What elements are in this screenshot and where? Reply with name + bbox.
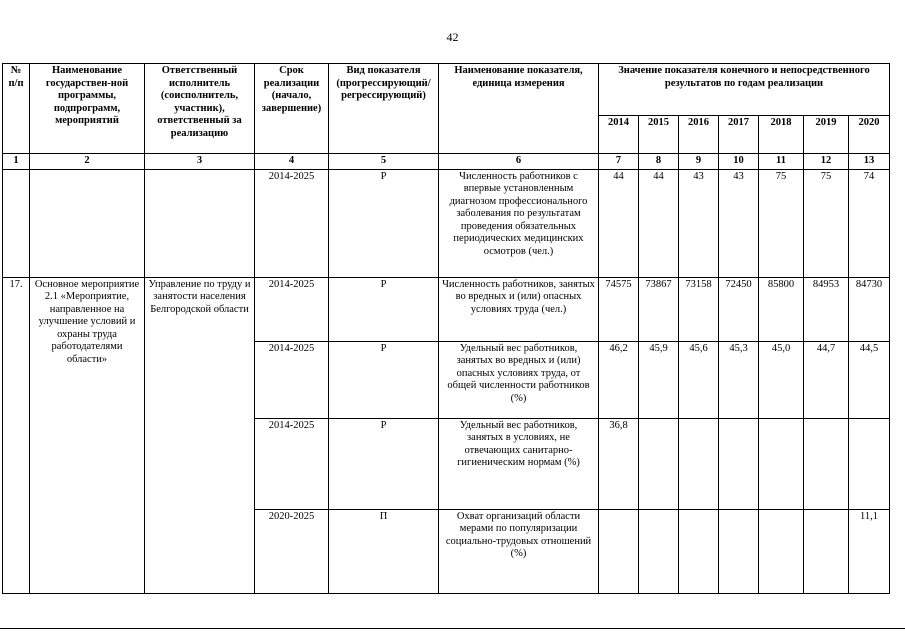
- value-cell: [759, 509, 804, 593]
- responsible-cell: Управление по труду и занятости населения Белгородской области: [145, 277, 255, 593]
- value-cell: [719, 418, 759, 509]
- value-cell: 46,2: [599, 341, 639, 418]
- value-cell: [804, 418, 849, 509]
- value-cell: 74575: [599, 277, 639, 341]
- period-cell: 2020-2025: [255, 509, 329, 593]
- header-year: 2019: [804, 116, 849, 154]
- column-number: 7: [599, 154, 639, 170]
- column-number: 12: [804, 154, 849, 170]
- table-row: [3, 169, 890, 277]
- header-year: 2018: [759, 116, 804, 154]
- value-cell: 44: [599, 169, 639, 277]
- value-cell: 75: [759, 169, 804, 277]
- value-cell: 45,9: [639, 341, 679, 418]
- row-num-cell: 17.: [3, 277, 30, 593]
- column-number: 1: [3, 154, 30, 170]
- indicator-type-cell: Р: [329, 341, 439, 418]
- column-number: 4: [255, 154, 329, 170]
- value-cell: [599, 509, 639, 593]
- value-cell: [719, 509, 759, 593]
- period-cell: 2014-2025: [255, 169, 329, 277]
- value-cell: [759, 418, 804, 509]
- responsible-cell: [145, 169, 255, 277]
- indicator-name-cell: Удельный вес работников, занятых в условиях, не отвечающих санитарно-гигиеническим нормам (%): [439, 418, 599, 509]
- value-cell: [639, 509, 679, 593]
- indicator-name-cell: Численность работников с впервые установленным диагнозом профессионального заболевания по результатам проведения обязательных периодических медицинских осмотров (чел.): [439, 169, 599, 277]
- value-cell: 74: [849, 169, 890, 277]
- indicator-name-cell: Охват организаций области мерами по популяризации социально-трудовых отношений (%): [439, 509, 599, 593]
- value-cell: 73158: [679, 277, 719, 341]
- row-num-cell: [3, 169, 30, 277]
- value-cell: 84730: [849, 277, 890, 341]
- header-indicator-type: Вид показателя (прогрессирующий/ регрессирующий): [329, 64, 439, 154]
- value-cell: 45,3: [719, 341, 759, 418]
- bottom-rule: [0, 628, 905, 629]
- value-cell: [639, 418, 679, 509]
- header-period: Срок реализации (начало, завершение): [255, 64, 329, 154]
- column-number: 3: [145, 154, 255, 170]
- indicator-type-cell: П: [329, 509, 439, 593]
- header-values-group: Значение показателя конечного и непосредственного результатов по годам реализации: [599, 64, 890, 116]
- column-number: 5: [329, 154, 439, 170]
- value-cell: 75: [804, 169, 849, 277]
- column-number: 6: [439, 154, 599, 170]
- header-year: 2016: [679, 116, 719, 154]
- indicators-table: [2, 63, 890, 594]
- value-cell: [679, 418, 719, 509]
- value-cell: 43: [719, 169, 759, 277]
- value-cell: 44: [639, 169, 679, 277]
- header-year: 2020: [849, 116, 890, 154]
- column-number: 9: [679, 154, 719, 170]
- table-row: [3, 277, 890, 341]
- value-cell: 44,7: [804, 341, 849, 418]
- header-num: № п/п: [3, 64, 30, 154]
- value-cell: 73867: [639, 277, 679, 341]
- value-cell: 45,6: [679, 341, 719, 418]
- indicator-type-cell: Р: [329, 418, 439, 509]
- column-number: 8: [639, 154, 679, 170]
- period-cell: 2014-2025: [255, 418, 329, 509]
- period-cell: 2014-2025: [255, 277, 329, 341]
- header-program: Наименование государствен-ной программы, подпрограмм, мероприятий: [30, 64, 145, 154]
- indicator-name-cell: Численность работников, занятых во вредных и (или) опасных условиях труда (чел.): [439, 277, 599, 341]
- header-indicator-name: Наименование показателя, единица измерения: [439, 64, 599, 154]
- value-cell: 72450: [719, 277, 759, 341]
- column-number: 13: [849, 154, 890, 170]
- value-cell: 44,5: [849, 341, 890, 418]
- value-cell: 43: [679, 169, 719, 277]
- value-cell: [804, 509, 849, 593]
- value-cell: 84953: [804, 277, 849, 341]
- value-cell: 11,1: [849, 509, 890, 593]
- header-year: 2015: [639, 116, 679, 154]
- value-cell: 36,8: [599, 418, 639, 509]
- value-cell: 85800: [759, 277, 804, 341]
- program-cell: [30, 169, 145, 277]
- header-responsible: Ответственный исполнитель (соисполнитель, участник), ответственный за реализацию: [145, 64, 255, 154]
- program-cell: Основное мероприятие 2.1 «Мероприятие, направленное на улучшение условий и охраны труда работодателями области»: [30, 277, 145, 593]
- value-cell: 45,0: [759, 341, 804, 418]
- value-cell: [679, 509, 719, 593]
- indicator-type-cell: Р: [329, 277, 439, 341]
- period-cell: 2014-2025: [255, 341, 329, 418]
- value-cell: [849, 418, 890, 509]
- column-number: 10: [719, 154, 759, 170]
- page-number: 42: [446, 30, 459, 44]
- indicator-type-cell: Р: [329, 169, 439, 277]
- header-year: 2014: [599, 116, 639, 154]
- column-number: 11: [759, 154, 804, 170]
- indicator-name-cell: Удельный вес работников, занятых во вредных и (или) опасных условиях труда, от общей численности работников (%): [439, 341, 599, 418]
- column-number: 2: [30, 154, 145, 170]
- header-year: 2017: [719, 116, 759, 154]
